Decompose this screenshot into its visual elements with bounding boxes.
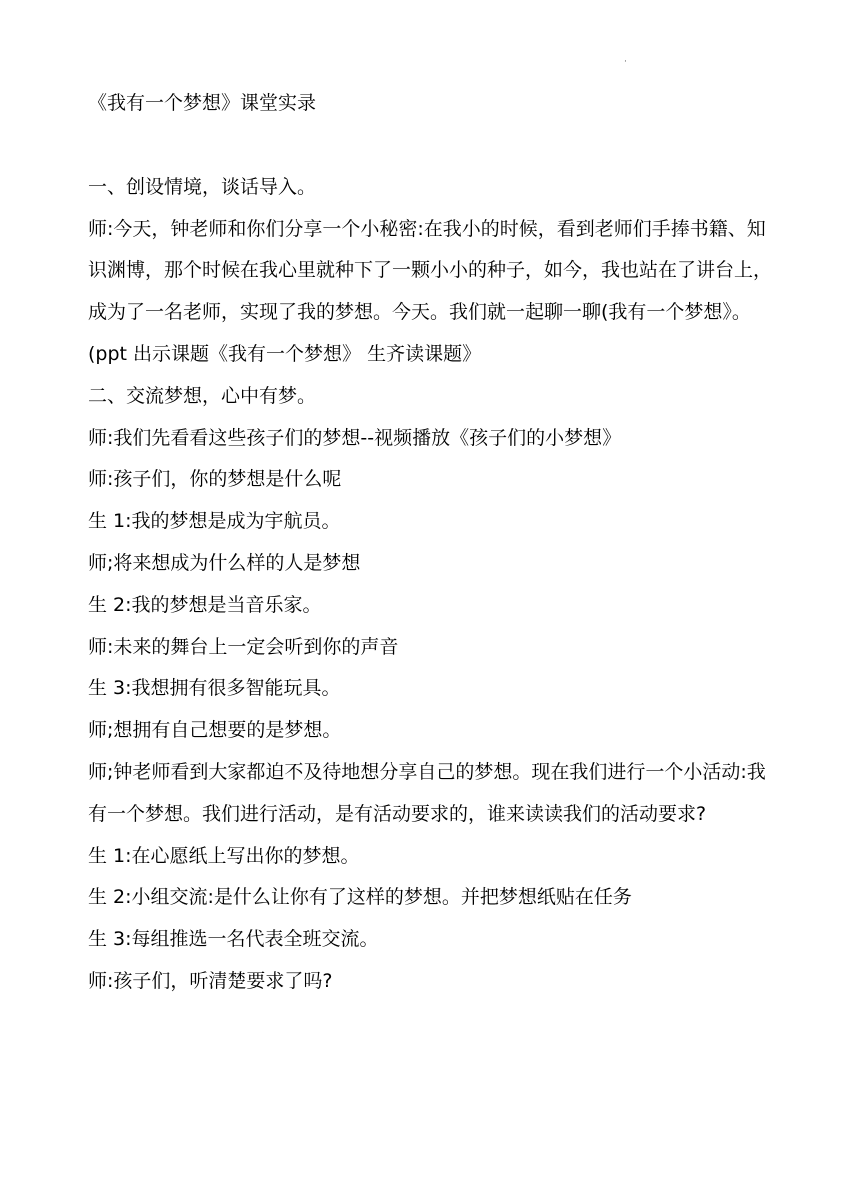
document-title: 《我有一个梦想》课堂实录 <box>88 92 317 114</box>
paragraph: 师:孩子们，听清楚要求了吗? <box>88 969 333 992</box>
document-body <box>88 83 778 1003</box>
paragraph: 师:今天，钟老师和你们分享一个小秘密:在我小的时候，看到老师们手捧书籍、知识渊博，那个时候在我心里就种下了一颗小小的种子，如今，我也站在了讲台上，成为了一名老师，实现了我的梦想。今天。我们就一起聊一聊(我有一个梦想》。 <box>88 217 773 324</box>
paragraph: 生 3:我想拥有很多智能玩具。 <box>88 677 341 700</box>
header-mark: · <box>624 57 627 67</box>
section-heading: 二、交流梦想，心中有梦。 <box>88 384 317 407</box>
paragraph: 师:孩子们，你的梦想是什么呢 <box>88 468 342 491</box>
paragraph: (ppt 出示课题《我有一个梦想》 生齐读课题》 <box>88 342 482 365</box>
paragraph: 生 3:每组推选一名代表全班交流。 <box>88 928 379 951</box>
paragraph: 生 2:我的梦想是当音乐家。 <box>88 593 322 616</box>
paragraph: 师;钟老师看到大家都迫不及待地想分享自己的梦想。现在我们进行一个小活动:我有一个梦想。我们进行活动，是有活动要求的，谁来读读我们的活动要求? <box>88 760 766 825</box>
paragraph: 师;将来想成为什么样的人是梦想 <box>88 551 361 574</box>
section-heading: 一、创设情境，谈话导入。 <box>88 175 317 198</box>
paragraph: 生 1:我的梦想是成为宇航员。 <box>88 510 341 533</box>
paragraph: 师:我们先看看这些孩子们的梦想--视频播放《孩子们的小梦想》 <box>88 426 622 449</box>
paragraph: 生 2:小组交流:是什么让你有了这样的梦想。并把梦想纸贴在任务 <box>88 886 632 909</box>
paragraph: 生 1:在心愿纸上写出你的梦想。 <box>88 844 360 867</box>
paragraph: 师;想拥有自己想要的是梦想。 <box>88 719 342 742</box>
paragraph: 师:未来的舞台上一定会听到你的声音 <box>88 635 399 658</box>
